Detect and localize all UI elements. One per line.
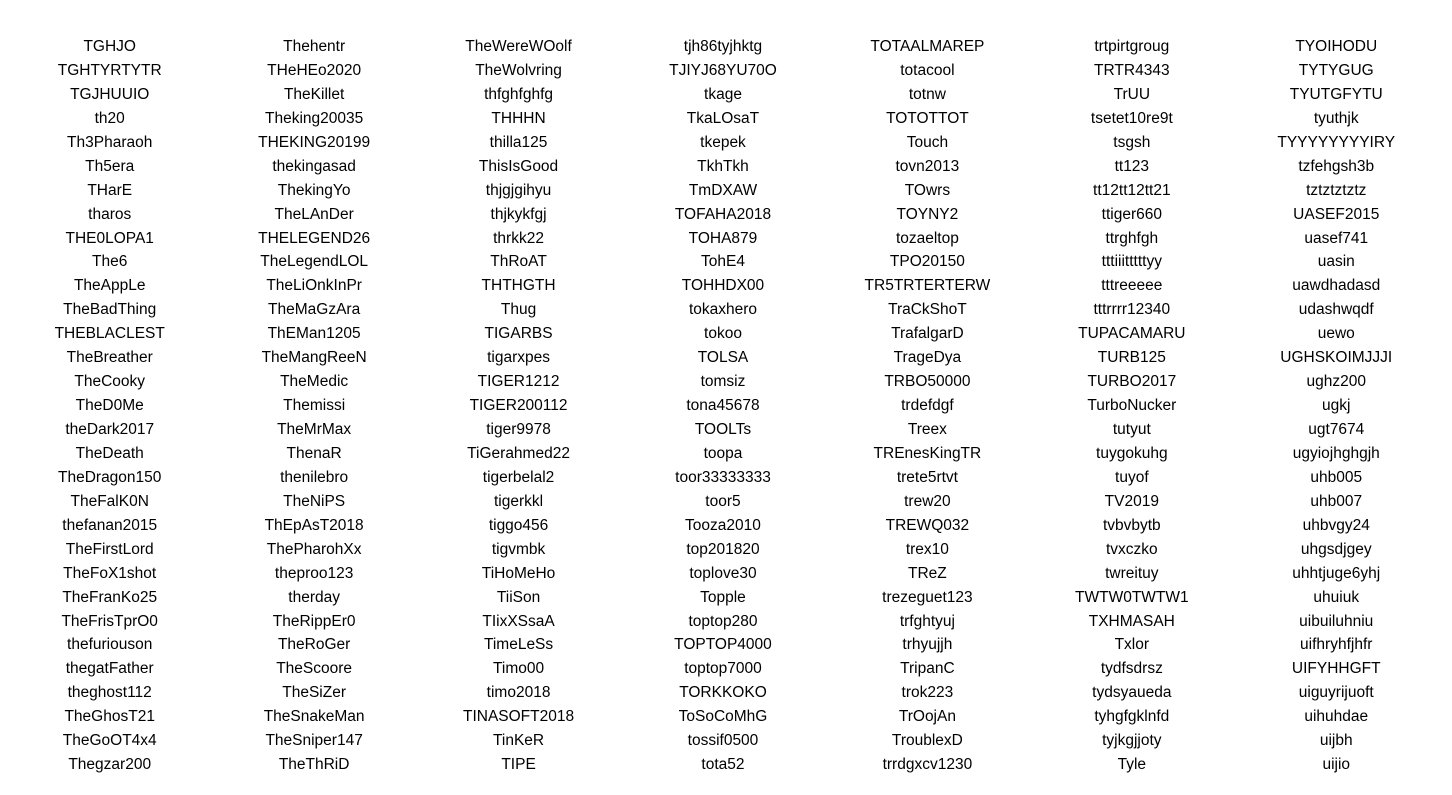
- cell: TORKKOKO: [679, 684, 767, 702]
- cell: thegatFather: [65, 660, 154, 678]
- cell: TR5TRTERTERW: [864, 277, 991, 295]
- cell: thjkykfgj: [490, 205, 547, 223]
- cell: thjgjgihyu: [485, 181, 552, 199]
- cell: uhb005: [1310, 468, 1363, 486]
- cell: ugt7674: [1308, 421, 1365, 438]
- cell: TheAppLe: [73, 277, 146, 295]
- cell: TheLegendLOL: [260, 253, 368, 271]
- cell: tigvmbk: [491, 540, 546, 558]
- cell: tomsiz: [700, 373, 746, 391]
- cell: tota52: [701, 756, 745, 774]
- cell: TheSniper147: [265, 732, 363, 750]
- cell: Tyle: [1117, 756, 1147, 774]
- cell: top201820: [686, 540, 760, 558]
- cell: tona45678: [686, 397, 760, 415]
- cell: tzfehgsh3b: [1298, 157, 1375, 175]
- cell: Th3Pharaoh: [67, 133, 153, 151]
- cell: tozaeltop: [895, 229, 959, 247]
- cell: Theking20035: [265, 109, 364, 127]
- cell: udashwqdf: [1298, 301, 1374, 319]
- cell: tutyut: [1112, 421, 1151, 438]
- cell: TRTR4343: [1094, 61, 1170, 79]
- cell: TheFirstLord: [65, 540, 154, 558]
- cell: uihuhdae: [1304, 708, 1369, 726]
- cell: TIixXSsaA: [482, 612, 555, 630]
- cell: TOwrs: [904, 181, 951, 199]
- cell: trete5rtvt: [896, 468, 958, 486]
- cell: TripanC: [900, 660, 955, 678]
- cell: TheSiZer: [282, 684, 346, 702]
- cell: TheD0Me: [75, 397, 144, 415]
- cell: TIPE: [501, 756, 536, 774]
- cell: TheWereWOolf: [465, 38, 572, 55]
- cell: ugyiojhghgjh: [1292, 444, 1380, 462]
- column-3: [415, 35, 622, 777]
- cell: The6: [92, 253, 128, 271]
- cell: THarE: [87, 181, 133, 199]
- cell: Themissi: [283, 397, 346, 415]
- cell: ttrghfgh: [1105, 229, 1159, 247]
- cell: TV2019: [1104, 492, 1159, 510]
- cell: therday: [288, 588, 340, 606]
- cell: TXHMASAH: [1088, 612, 1175, 630]
- cell: tkage: [704, 85, 742, 103]
- cell: tttiiitttttyy: [1101, 253, 1162, 271]
- cell: ThisIsGood: [478, 157, 559, 175]
- cell: TheFrisTprO0: [61, 612, 158, 630]
- cell: uhb007: [1310, 492, 1363, 510]
- cell: TheMangReeN: [261, 349, 367, 367]
- cell: TheSnakeMan: [263, 708, 365, 726]
- cell: THTHGTH: [481, 277, 556, 295]
- cell: TYOIHODU: [1295, 38, 1378, 55]
- cell: tyuthjk: [1313, 109, 1359, 127]
- column-4: [619, 35, 826, 777]
- cell: tydfsdrsz: [1100, 660, 1163, 678]
- column-7: [1233, 35, 1440, 777]
- cell: theproo123: [274, 564, 354, 582]
- cell: timo2018: [486, 684, 551, 702]
- cell: UASEF2015: [1293, 205, 1380, 223]
- cell: tigerkkl: [494, 492, 544, 510]
- cell: tovn2013: [895, 157, 960, 175]
- cell: TOYNY2: [896, 205, 959, 223]
- cell: THE0LOPA1: [65, 229, 154, 247]
- cell: tt123: [1114, 157, 1150, 175]
- cell: TheRippEr0: [272, 612, 356, 630]
- cell: uawdhadasd: [1292, 277, 1381, 295]
- cell: TURB125: [1097, 349, 1166, 367]
- cell: theghost112: [67, 684, 152, 702]
- cell: tigerbelal2: [482, 468, 555, 486]
- column-6: [1028, 35, 1235, 777]
- cell: TGHTYRTYTR: [57, 61, 162, 79]
- cell: toopa: [703, 444, 743, 462]
- cell: TheBadThing: [63, 301, 157, 319]
- cell: trew20: [904, 492, 951, 510]
- cell: TOFAHA2018: [674, 205, 772, 223]
- cell: TheMedic: [280, 373, 349, 391]
- cell: ThenaR: [286, 444, 342, 462]
- cell: tvxczko: [1105, 540, 1158, 558]
- cell: TheMrMax: [277, 421, 352, 438]
- cell: toplove30: [689, 564, 757, 582]
- cell: toor5: [705, 492, 741, 510]
- cell: Thegzar200: [68, 756, 152, 774]
- cell: TrafalgarD: [891, 325, 964, 343]
- cell: Touch: [906, 133, 949, 151]
- cell: uewo: [1317, 325, 1355, 343]
- cell: TRBO50000: [884, 373, 971, 391]
- cell: TOHHDX00: [681, 277, 765, 295]
- cell: TheFoX1shot: [63, 564, 157, 582]
- cell: tttrrrr12340: [1093, 301, 1171, 319]
- cell: TheFranKo25: [62, 588, 158, 606]
- cell: tigarxpes: [487, 349, 550, 367]
- cell: thrkk22: [493, 229, 544, 247]
- cell: TrOojAn: [898, 708, 956, 726]
- cell: TheLAnDer: [274, 205, 354, 223]
- cell: TheCooky: [74, 373, 146, 391]
- cell: tvbvbytb: [1102, 516, 1161, 534]
- cell: tiger9978: [486, 421, 551, 438]
- cell: uijio: [1322, 756, 1351, 774]
- cell: TinKeR: [493, 732, 545, 750]
- cell: TUPACAMARU: [1078, 325, 1186, 343]
- cell: tttreeeee: [1101, 277, 1163, 295]
- cell: TheWolvring: [475, 61, 562, 79]
- cell: ThRoAT: [490, 253, 547, 271]
- cell: uasef741: [1304, 229, 1369, 247]
- cell: ThEMan1205: [267, 325, 361, 343]
- cell: TYUTGFYTU: [1289, 85, 1383, 103]
- cell: ugkj: [1322, 397, 1351, 415]
- cell: trok223: [901, 684, 954, 702]
- column-5: [824, 35, 1031, 777]
- cell: TimeLeSs: [483, 636, 554, 654]
- cell: TOPTOP4000: [674, 636, 772, 654]
- cell: uifhryhfjhfr: [1300, 636, 1373, 654]
- column-2: [210, 35, 417, 777]
- cell: trex10: [905, 540, 949, 558]
- cell: toptop280: [688, 612, 758, 630]
- cell: TheThRiD: [278, 756, 350, 774]
- cell: TrUU: [1113, 85, 1151, 103]
- cell: TURBO2017: [1087, 373, 1177, 391]
- cell: TYTYGUG: [1298, 61, 1374, 79]
- cell: TIGARBS: [484, 325, 553, 343]
- cell: TheScoore: [276, 660, 353, 678]
- cell: trtpirtgroug: [1094, 38, 1170, 55]
- cell: th20: [94, 109, 125, 127]
- cell: TheNiPS: [283, 492, 346, 510]
- cell: totnw: [908, 85, 946, 103]
- cell: toor33333333: [675, 468, 771, 486]
- cell: THEKING20199: [258, 133, 371, 151]
- cell: TheBreather: [66, 349, 153, 367]
- cell: trhyujjh: [902, 636, 953, 654]
- cell: TkaLOsaT: [686, 109, 760, 127]
- cell: Thug: [500, 301, 537, 319]
- cell: TINASOFT2018: [462, 708, 575, 726]
- cell: toptop7000: [684, 660, 762, 678]
- cell: THeHEo2020: [267, 61, 362, 79]
- cell: TkhTkh: [697, 157, 749, 175]
- cell: tyhgfgklnfd: [1094, 708, 1170, 726]
- cell: TYYYYYYYYIRY: [1277, 133, 1396, 151]
- column-1: [6, 35, 213, 777]
- cell: TOLSA: [697, 349, 749, 367]
- cell: ToSoCoMhG: [678, 708, 768, 726]
- cell: THEBLACLEST: [54, 325, 165, 343]
- cell: TheMaGzAra: [268, 301, 361, 319]
- cell: tsgsh: [1113, 133, 1151, 151]
- cell: ThePharohXx: [266, 540, 362, 558]
- cell: tydsyaueda: [1092, 684, 1172, 702]
- cell: TmDXAW: [688, 181, 758, 199]
- cell: TJIYJ68YU70O: [669, 61, 777, 79]
- cell: uiguyrijuoft: [1298, 684, 1374, 702]
- cell: ttiger660: [1101, 205, 1162, 223]
- cell: Topple: [700, 588, 746, 606]
- cell: TOTAALMAREP: [870, 38, 985, 55]
- cell: tuygokuhg: [1096, 444, 1168, 462]
- cell: TheDeath: [75, 444, 144, 462]
- cell: Tooza2010: [685, 516, 761, 534]
- cell: Thehentr: [283, 38, 346, 55]
- cell: thefuriouson: [67, 636, 153, 654]
- cell: thenilebro: [280, 468, 349, 486]
- cell: TOHA879: [688, 229, 758, 247]
- cell: TheLiOnkInPr: [266, 277, 362, 295]
- cell: trdefdgf: [901, 397, 954, 415]
- cell: ughz200: [1306, 373, 1366, 391]
- cell: tkepek: [700, 133, 746, 151]
- cell: uasin: [1317, 253, 1355, 271]
- cell: TiiSon: [496, 588, 541, 606]
- cell: TheKillet: [283, 85, 345, 103]
- cell: tyjkgjjoty: [1102, 732, 1162, 750]
- cell: TurboNucker: [1087, 397, 1177, 415]
- cell: ThekingYo: [277, 181, 351, 199]
- cell: TPO20150: [889, 253, 965, 271]
- cell: TheGhosT21: [64, 708, 155, 726]
- cell: uhbvgy24: [1302, 516, 1370, 534]
- cell: TGHJO: [83, 38, 136, 55]
- cell: tjh86tyjhktg: [683, 38, 763, 55]
- cell: uhhtjuge6yhj: [1292, 564, 1381, 582]
- cell: TroublexD: [891, 732, 963, 750]
- cell: TREnesKingTR: [873, 444, 982, 462]
- cell: tossif0500: [687, 732, 759, 750]
- cell: twreituy: [1105, 564, 1159, 582]
- cell: tt12tt12tt21: [1093, 181, 1171, 199]
- cell: uibuiluhniu: [1299, 612, 1374, 630]
- cell: trrdgxcv1230: [882, 756, 973, 774]
- cell: Timo00: [493, 660, 545, 678]
- cell: TIGER200112: [469, 397, 568, 415]
- cell: THELEGEND26: [258, 229, 371, 247]
- cell: THHHN: [491, 109, 546, 127]
- cell: TReZ: [908, 564, 947, 582]
- cell: TraCkShoT: [888, 301, 967, 319]
- cell: thilla125: [489, 133, 548, 151]
- cell: uijbh: [1319, 732, 1353, 750]
- cell: tztztztztz: [1306, 181, 1367, 199]
- cell: TiGerahmed22: [467, 444, 570, 462]
- cell: TheDragon150: [58, 468, 162, 486]
- cell: UIFYHHGFT: [1291, 660, 1381, 678]
- cell: trfghtyuj: [899, 612, 955, 630]
- cell: TheGoOT4x4: [62, 732, 157, 750]
- cell: Th5era: [85, 157, 135, 175]
- cell: TrageDya: [893, 349, 962, 367]
- cell: TohE4: [701, 253, 745, 271]
- username-grid: [0, 35, 1452, 777]
- cell: ThEpAsT2018: [264, 516, 364, 534]
- cell: TWTW0TWTW1: [1075, 588, 1189, 606]
- cell: TiHoMeHo: [481, 564, 556, 582]
- cell: tharos: [88, 205, 132, 223]
- cell: TGJHUUIO: [70, 85, 150, 103]
- cell: TheRoGer: [277, 636, 351, 654]
- cell: tiggo456: [488, 516, 549, 534]
- cell: TOTOTTOT: [886, 109, 969, 127]
- cell: TheFalK0N: [70, 492, 149, 510]
- cell: tokoo: [704, 325, 742, 343]
- cell: totacool: [900, 61, 955, 79]
- cell: uhuiuk: [1313, 588, 1360, 606]
- cell: Txlor: [1114, 636, 1150, 654]
- cell: Treex: [907, 421, 947, 438]
- cell: uhgsdjgey: [1300, 540, 1372, 558]
- cell: TREWQ032: [885, 516, 970, 534]
- cell: TIGER1212: [477, 373, 560, 391]
- cell: TOOLTs: [694, 421, 752, 438]
- cell: tuyof: [1115, 468, 1149, 486]
- cell: trezeguet123: [882, 588, 973, 606]
- cell: UGHSKOIMJJJI: [1280, 349, 1393, 367]
- cell: thfghfghfg: [484, 85, 554, 103]
- cell: thekingasad: [272, 157, 356, 175]
- cell: tsetet10re9t: [1090, 109, 1173, 127]
- cell: tokaxhero: [688, 301, 758, 319]
- cell: thefanan2015: [62, 516, 158, 534]
- cell: theDark2017: [65, 421, 155, 438]
